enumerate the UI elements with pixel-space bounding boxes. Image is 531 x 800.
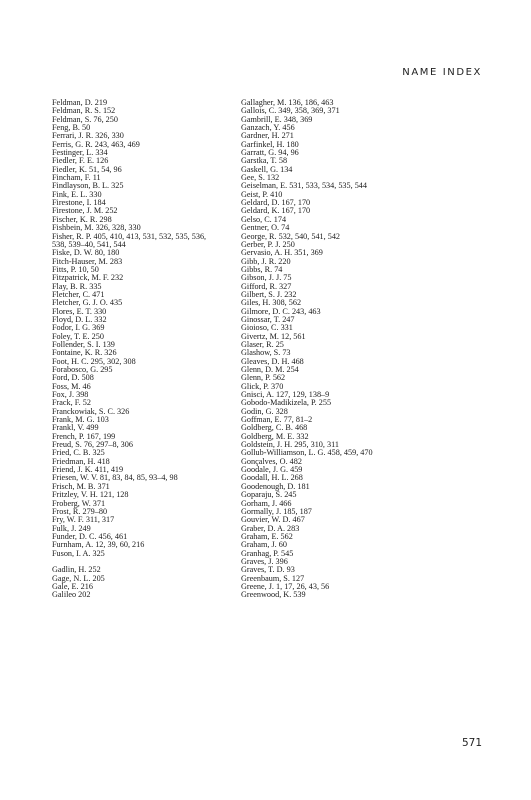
index-entry: Gambrill, E. 348, 369 [241, 114, 313, 124]
index-entry: Fox, J. 398 [52, 390, 89, 400]
index-entry: Gage, N. L. 205 [52, 573, 105, 583]
index-entry: Geiselman, E. 531, 533, 534, 535, 544 [241, 181, 367, 191]
index-entry: Fiedler, F. E. 126 [52, 156, 109, 166]
index-entry: French, P. 167, 199 [52, 431, 116, 441]
index-entry: Gonçalves, O. 482 [241, 456, 302, 466]
index-entry: Foot, H. C. 295, 302, 308 [52, 356, 136, 366]
index-column-left [52, 99, 242, 600]
index-entry: Glaser, R. 25 [241, 339, 284, 349]
index-entry: Gaskell, G. 134 [241, 164, 293, 174]
index-entry: Graham, E. 562 [241, 531, 293, 541]
index-entry: Flores, E. T. 330 [52, 306, 107, 316]
index-entry: Feldman, R. S. 152 [52, 106, 116, 116]
index-entry: Gee, S. 132 [241, 173, 280, 183]
index-entry: Fiedler, K. 51, 54, 96 [52, 164, 122, 174]
index-column-right [241, 99, 431, 600]
index-entry: Gadlin, H. 252 [52, 565, 101, 575]
index-entry: Friedman, H. 418 [52, 456, 110, 466]
index-entry: Givertz, M. 12, 561 [241, 331, 306, 341]
index-entry: Foss, M. 46 [52, 381, 91, 391]
index-entry: Foley, T. E. 250 [52, 331, 104, 341]
index-entry: Geldard, K. 167, 170 [241, 206, 311, 216]
index-entry: Ford, D. 508 [52, 373, 94, 383]
index-entry: Gerber, P. J. 250 [241, 239, 295, 249]
index-entry: Goldberg, C. B. 468 [241, 423, 308, 433]
index-entry: Gibbs, R. 74 [241, 264, 283, 274]
index-entry: Gelso, C. 174 [241, 214, 287, 224]
index-entry: Gibson, J. J. 75 [241, 273, 292, 283]
index-entry: Fletcher, G. J. O. 435 [52, 298, 123, 308]
index-entry: Graves, T. D. 93 [241, 565, 295, 575]
index-entry: Gibb, J. R. 220 [241, 256, 291, 266]
index-entry: Glashow, S. 73 [241, 348, 291, 358]
index-entry: Gobodo-Madikizela, P. 255 [241, 398, 332, 408]
index-entry: Garfinkel, H. 180 [241, 139, 299, 149]
index-entry: Goodale, J. G. 459 [241, 465, 303, 475]
index-entry: Fulk, J. 249 [52, 523, 91, 533]
index-entry: Geldard, D. 167, 170 [241, 198, 311, 208]
page-number: 571 [461, 737, 482, 749]
index-entry: Funder, D. C. 456, 461 [52, 531, 128, 541]
index-entry: Gallois, C. 349, 358, 369, 371 [241, 106, 340, 116]
index-entry: Frost, R. 279–80 [52, 506, 108, 516]
index-entry: Graber, D. A. 283 [241, 523, 300, 533]
index-entry: Fuson, I. A. 325 [52, 548, 105, 558]
index-entry: Fritzley, V. H. 121, 128 [52, 490, 129, 500]
index-entry: Greenbaum, S. 127 [241, 573, 305, 583]
index-entry: Ferrari, J. R. 326, 330 [52, 131, 124, 141]
index-entry: Garratt, G. 94, 96 [241, 148, 299, 158]
index-entry: Fitts, P. 10, 50 [52, 264, 99, 274]
index-entry: Fitzpatrick, M. F. 232 [52, 273, 124, 283]
index-entry: Findlayson, B. L. 325 [52, 181, 124, 191]
index-entry: Feldman, D. 219 [52, 98, 108, 107]
index-entry: Gouvier, W. D. 467 [241, 515, 305, 525]
index-entry: Fletcher, C. 471 [52, 289, 105, 299]
index-entry: George, R. 532, 540, 541, 542 [241, 231, 341, 241]
index-entry: Floyd, D. L. 332 [52, 314, 107, 324]
index-entry: Fry, W. F. 311, 317 [52, 515, 115, 525]
index-entry: Galileo 202 [52, 590, 91, 600]
index-entry: Feng, B. 50 [52, 123, 91, 133]
index-entry: 538, 539–40, 541, 544 [52, 239, 126, 249]
index-entry: Firestone, I. 184 [52, 198, 106, 208]
index-entry: Goffman, E. 77, 81–2 [241, 415, 313, 425]
index-entry: Glick, P. 370 [241, 381, 284, 391]
index-entry: Gardner, H. 271 [241, 131, 294, 141]
index-entry: Fodor, I. G. 369 [52, 323, 105, 333]
index-entry: Firestone, J. M. 252 [52, 206, 118, 216]
index-entry: Giles, H. 308, 562 [241, 298, 302, 308]
index-entry: Gervasio, A. H. 351, 369 [241, 248, 323, 258]
index-entry: Gormally, J. 185, 187 [241, 506, 312, 516]
index-entry: Friesen, W. V. 81, 83, 84, 85, 93–4, 98 [52, 473, 178, 483]
index-entry: Frisch, M. B. 371 [52, 481, 110, 491]
index-entry: Ganzach, Y. 456 [241, 123, 295, 133]
index-entry: Fincham, F. 11 [52, 173, 101, 183]
index-entry: Festinger, L. 334 [52, 148, 108, 158]
index-entry: Gallagher, M. 136, 186, 463 [241, 98, 334, 107]
index-entry: Geist, P. 410 [241, 189, 283, 199]
index-entry: Friend, J. K. 411, 419 [52, 465, 124, 475]
index-entry: Gorham, J. 466 [241, 498, 292, 508]
index-entry: Fontaine, K. R. 326 [52, 348, 117, 358]
index-entry: Furnham, A. 12, 39, 60, 216 [52, 540, 145, 550]
index-entry: Graham, J. 60 [241, 540, 287, 550]
running-head: NAME INDEX [402, 67, 482, 78]
index-entry: Goparaju, S. 245 [241, 490, 297, 500]
index-entry: Greenwood, K. 539 [241, 590, 306, 600]
index-entry: Garstka, T. 58 [241, 156, 288, 166]
index-entry: Fishbein, M. 326, 328, 330 [52, 223, 141, 233]
index-entry: Gilmore, D. C. 243, 463 [241, 306, 321, 316]
index-entry: Frank, M. G. 103 [52, 415, 109, 425]
index-entry: Franckowiak, S. C. 326 [52, 406, 130, 416]
index-entry: Fink, E. L. 330 [52, 189, 102, 199]
index-entry: Glenn, P. 562 [241, 373, 286, 383]
index-entry: Ferris, G. R. 243, 463, 469 [52, 139, 140, 149]
index-entry: Glenn, D. M. 254 [241, 365, 299, 374]
index-entry: Fisher, R. P. 405, 410, 413, 531, 532, 535, 536, [52, 231, 207, 241]
index-entry: Gentner, O. 74 [241, 223, 290, 233]
index-entry: Gnisci, A. 127, 129, 138–9 [241, 390, 330, 400]
index-entry: Fiske, D. W. 80, 180 [52, 248, 120, 258]
index-entry: Ginossar, T. 247 [241, 314, 295, 324]
index-entry: Goodenough, D. 181 [241, 481, 310, 491]
index-entry: Forabosco, G. 295 [52, 365, 113, 374]
index-entry: Frack, F. 52 [52, 398, 91, 408]
index-entry: Follender, S. I. 139 [52, 339, 115, 349]
index-entry: Feldman, S. 76, 250 [52, 114, 118, 124]
index-entry: Flay, B. R. 335 [52, 281, 102, 291]
index-entry: Graves, J. 396 [241, 556, 288, 566]
index-entry: Fitch-Hauser, M. 283 [52, 256, 123, 266]
index-entry: Gale, E. 216 [52, 581, 93, 591]
index-entry: Gifford, R. 327 [241, 281, 292, 291]
index-entry: Fischer, K. R. 298 [52, 214, 112, 224]
index-entry: Gleaves, D. H. 468 [241, 356, 304, 366]
index-entry: Froberg, W. 371 [52, 498, 106, 508]
index-entry: Gioioso, C. 331 [241, 323, 293, 333]
index-entry: Goldberg, M. E. 332 [241, 431, 309, 441]
index-entry: Godin, G. 328 [241, 406, 288, 416]
index-entry: Goodall, H. L. 268 [241, 473, 303, 483]
index-entry: Frankl, V. 499 [52, 423, 99, 433]
index-entry: Granhag, P. 545 [241, 548, 294, 558]
index-entry: Goldstein, J. H. 295, 310, 311 [241, 440, 339, 450]
index-entry: Gollub-Williamson, L. G. 458, 459, 470 [241, 448, 373, 458]
index-entry: Fried, C. B. 325 [52, 448, 105, 458]
index-entry: Greene, J. 1, 17, 26, 43, 56 [241, 581, 330, 591]
index-entry: Gilbert, S. J. 232 [241, 289, 297, 299]
index-entry: Freud, S. 76, 297–8, 306 [52, 440, 133, 450]
